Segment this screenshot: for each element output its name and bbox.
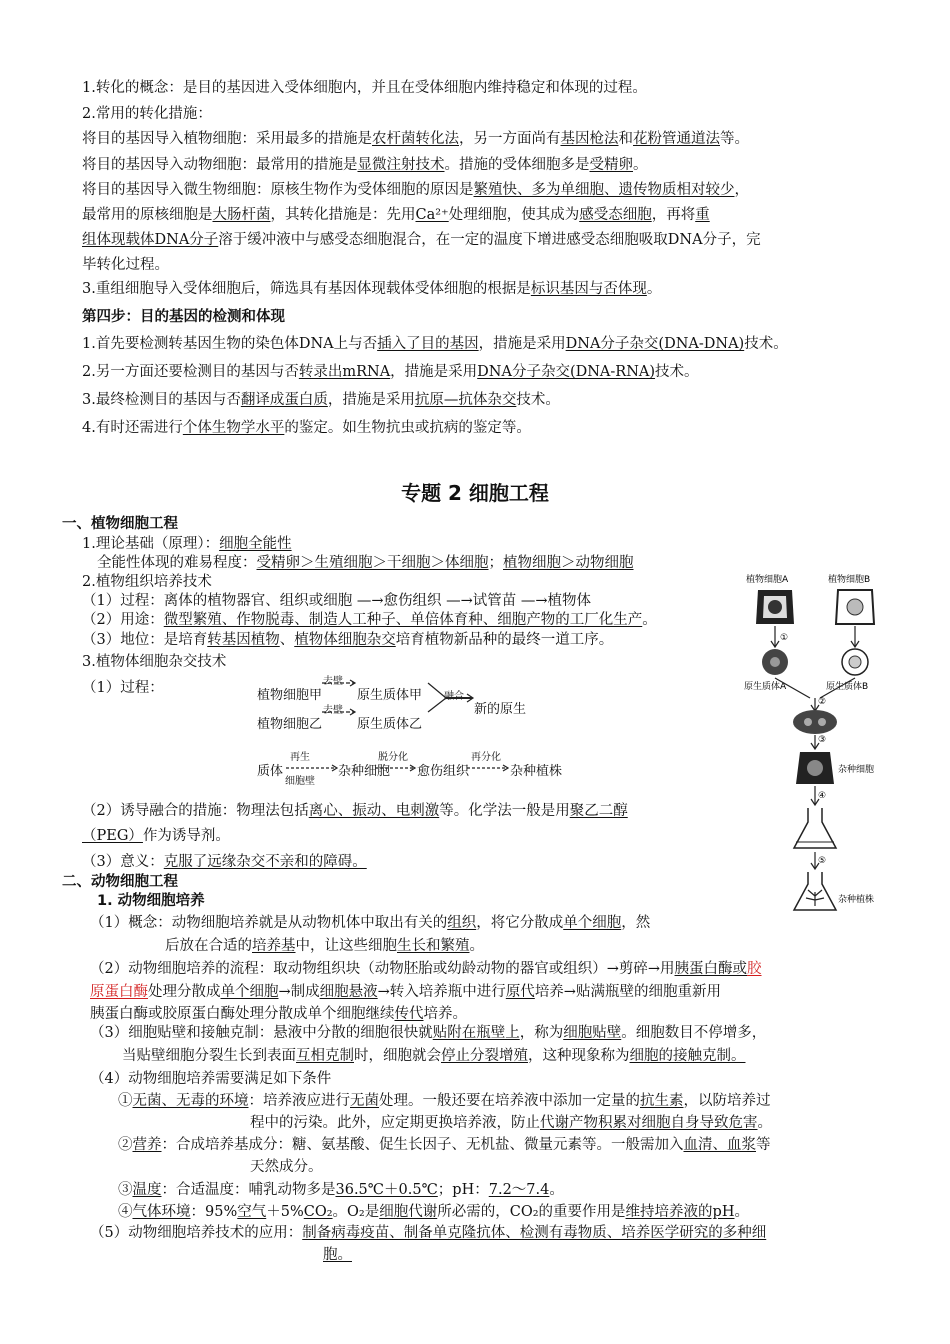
- flow-node: 原生质体乙: [357, 717, 423, 732]
- underlined-term: 停止分裂增殖: [441, 1048, 528, 1064]
- flow-node: 植物细胞乙: [257, 717, 323, 732]
- flask-plant-icon: [794, 872, 836, 910]
- underlined-term: 抗生素: [640, 1093, 684, 1109]
- underlined-term: 36.5℃＋0.5℃: [335, 1182, 438, 1198]
- underlined-term: 气体环境: [132, 1204, 191, 1220]
- cell-b-icon: [836, 590, 874, 624]
- flow-node: 愈伤组织: [417, 764, 470, 779]
- underlined-term: 转基因植物: [207, 632, 280, 648]
- underlined-term: CO₂: [303, 1204, 333, 1220]
- underlined-term: 贴附在瓶壁上: [432, 1025, 520, 1041]
- text-line: ①无菌、无毒的环境：培养液应进行无菌处理。一般还要在培养液中添加一定量的抗生素，以防培养过: [118, 1093, 771, 1109]
- fused-cell-icon: [793, 710, 837, 734]
- flow-label: 去壁: [323, 676, 343, 687]
- underlined-term: 组体现载体DNA分子: [82, 232, 219, 248]
- underlined-term: 大肠杆菌: [212, 207, 271, 223]
- underlined-term: 植物体细胞杂交: [294, 632, 396, 648]
- underlined-term: 受精卵: [589, 157, 633, 173]
- text-line: 1.首先要检测转基因生物的染色体DNA上与否插入了目的基因，措施是采用DNA分子杂交(DNA-DNA)技术。: [82, 336, 788, 352]
- underlined-term: 花粉管通道法: [633, 131, 720, 147]
- underlined-term: 胞。: [323, 1247, 352, 1263]
- underlined-term: 互相克制: [296, 1048, 354, 1064]
- text-line: 将目的基因导入动物细胞：最常用的措施是显微注射技术。措施的受体细胞多是受精卵。: [82, 157, 648, 173]
- text-line: 将目的基因导入植物细胞：采用最多的措施是农杆菌转化法，另一方面尚有基因枪法和花粉管通道法等。: [82, 131, 749, 147]
- text-line: 将目的基因导入微生物细胞：原核生物作为受体细胞的原因是繁殖快、多为单细胞、遗传物质相对较少，: [82, 182, 749, 198]
- flow-node: 质体: [257, 764, 284, 779]
- text-line: 2.植物组织培养技术: [82, 574, 212, 590]
- underlined-term: 胰蛋白酶或: [674, 961, 748, 977]
- underlined-term: 细胞贴壁: [563, 1025, 622, 1041]
- text-line: 4.有时还需进行个体生物学水平的鉴定。如生物抗虫或抗病的鉴定等。: [82, 420, 531, 436]
- underlined-term: 感受态细胞: [579, 207, 652, 223]
- text-line: 3.最终检测目的基因与否翻译成蛋白质，措施是采用抗原—抗体杂交技术。: [82, 392, 560, 408]
- underlined-term: 单个细胞: [220, 984, 279, 1000]
- underlined-term: 受精卵＞生殖细胞＞干细胞＞体细胞: [256, 555, 489, 571]
- underlined-term: 制备病毒疫苗、制备单克隆抗体、检测有毒物质、培养医学研究的多种细: [302, 1225, 767, 1241]
- highlighted-term: 胶: [747, 961, 762, 977]
- text-line: ③温度：合适温度：哺乳动物多是36.5℃＋0.5℃；pH：7.2～7.4。: [118, 1182, 564, 1198]
- section-heading: 二、动物细胞工程: [62, 874, 178, 890]
- underlined-term: 传代: [394, 1006, 424, 1022]
- step-number: ③: [818, 735, 827, 745]
- step-number: ④: [818, 791, 827, 801]
- text-line: （5）动物细胞培养技术的应用：制备病毒疫苗、制备单克隆抗体、检测有毒物质、培养医学研究的多种细: [90, 1225, 767, 1241]
- underlined-term: 农杆菌转化法: [372, 131, 459, 147]
- underlined-term: 细胞代谢: [379, 1204, 438, 1220]
- text-line: （4）动物细胞培养需要满足如下条件: [90, 1071, 332, 1087]
- highlighted-term: 原蛋白酶: [90, 984, 148, 1000]
- text-line: 最常用的原核细胞是大肠杆菌，其转化措施是：先用Ca²⁺处理细胞，使其成为感受态细胞，再将重: [82, 207, 710, 223]
- underlined-term: 基因枪法: [560, 131, 619, 147]
- text-line: （2）用途：微型繁殖、作物脱毒、制造人工种子、单倍体育种、细胞产物的工厂化生产。: [82, 612, 657, 628]
- text-line: （3）地位：是培育转基因植物、植物体细胞杂交培育植物新品种的最终一道工序。: [82, 632, 614, 648]
- underlined-term: 插入了目的基因: [377, 336, 479, 352]
- underlined-term: Ca²⁺: [415, 207, 449, 223]
- text-line: 胰蛋白酶或胶原蛋白酶处理分散成单个细胞继续传代培养。: [90, 1006, 467, 1022]
- underlined-term: 翻译成蛋白质: [240, 392, 328, 408]
- diagram-label: 杂种植株: [838, 895, 875, 905]
- flow-label: 融合: [444, 691, 464, 702]
- text-line: 当贴壁细胞分裂生长到表面互相克制时，细胞就会停止分裂增殖，这种现象称为细胞的接触克制。: [122, 1048, 746, 1064]
- text-line: 组体现载体DNA分子溶于缓冲液中与感受态细胞混合，在一定的温度下增进感受态细胞吸取DNA分子，完: [82, 232, 761, 248]
- underlined-term: 细胞悬液: [319, 984, 378, 1000]
- text-line: （2）动物细胞培养的流程：取动物组织块（动物胚胎或幼龄动物的器官或组织）→剪碎→用胰蛋白酶或胶: [90, 961, 762, 977]
- underlined-term: 转录出mRNA: [298, 364, 391, 380]
- underlined-term: （PEG）: [82, 828, 143, 844]
- page-title: 专题 2 细胞工程: [401, 481, 549, 505]
- flow-arrows: [250, 660, 540, 790]
- underlined-term: 无菌、无毒的环境: [132, 1093, 249, 1109]
- text-line: 2.常用的转化措施：: [82, 106, 212, 122]
- flow-label: 再生: [290, 752, 310, 763]
- section-heading: 一、植物细胞工程: [62, 516, 178, 532]
- underlined-term: 细胞全能性: [219, 536, 292, 552]
- text-line: 3.植物体细胞杂交技术: [82, 654, 227, 670]
- hybridization-diagram: [740, 570, 890, 920]
- text-line: （1）过程：离体的植物器官、组织或细胞 —→愈伤组织 —→试管苗 —→植物体: [82, 593, 591, 609]
- text-line: 程中的污染。此外，应定期更换培养液，防止代谢产物积累对细胞自身导致危害。: [250, 1115, 772, 1131]
- underlined-term: 微型繁殖、作物脱毒、制造人工种子、单倍体育种、细胞产物的工厂化生产: [163, 612, 643, 628]
- step-number: ⑤: [818, 856, 827, 866]
- flow-label: 去壁: [323, 705, 343, 716]
- step-number: ①: [780, 633, 789, 643]
- text-line: [323, 1245, 352, 1265]
- underlined-term: 显微注射技术: [357, 157, 445, 173]
- underlined-term: 组织: [447, 915, 477, 931]
- text-line: 2.另一方面还要检测目的基因与否转录出mRNA，措施是采用DNA分子杂交(DNA-RNA)技术。: [82, 364, 699, 380]
- flow-label: 脱分化: [378, 752, 408, 763]
- step-number: ②: [818, 697, 827, 707]
- underlined-term: 繁殖快、多为单细胞、遗传物质相对较少: [473, 182, 735, 198]
- text-line: 全能性体现的难易程度：受精卵＞生殖细胞＞干细胞＞体细胞；植物细胞＞动物细胞: [97, 555, 634, 571]
- diagram-label: 原生质体B: [826, 682, 869, 692]
- text-line: （1）过程：: [82, 680, 164, 696]
- text-line: ②营养：合成培养基成分：糖、氨基酸、促生长因子、无机盐、微量元素等。一般需加入血清、血浆等: [118, 1137, 771, 1153]
- flow-node: 原生质体甲: [357, 688, 423, 703]
- flask-icon: [794, 808, 836, 848]
- text-line: ④气体环境：95%空气＋5%CO₂。O₂是细胞代谢所必需的，CO₂的重要作用是维持培养液的pH。: [118, 1204, 749, 1220]
- flow-label: 细胞壁: [285, 776, 315, 787]
- subsection-heading: 1. 动物细胞培养: [97, 893, 205, 909]
- underlined-term: 单个细胞: [563, 915, 622, 931]
- underlined-term: 温度: [132, 1182, 162, 1198]
- underlined-term: DNA分子杂交(DNA-RNA): [477, 364, 656, 380]
- flow-node: 杂种细胞: [338, 764, 391, 779]
- underlined-term: 无菌: [350, 1093, 379, 1109]
- underlined-term: 维持培养液的pH: [625, 1204, 735, 1220]
- flow-label: 再分化: [471, 752, 501, 763]
- text-line: 原蛋白酶处理分散成单个细胞→制成细胞悬液→转入培养瓶中进行原代培养→贴满瓶壁的细胞重新用: [90, 984, 721, 1000]
- text-line: （3）意义：克服了远缘杂交不亲和的障碍。: [82, 854, 367, 870]
- text-line: 1.理论基础（原理）：细胞全能性: [82, 536, 292, 552]
- text-line: 天然成分。: [250, 1159, 323, 1175]
- underlined-term: 个体生物学水平: [182, 420, 285, 436]
- flow-node: 新的原生: [474, 702, 527, 717]
- underlined-term: 标识基因与否体现: [530, 281, 647, 297]
- text-line: （2）诱导融合的措施：物理法包括离心、振动、电刺激等。化学法一般是用聚乙二醇: [82, 803, 628, 819]
- underlined-term: 抗原—抗体杂交: [414, 392, 517, 408]
- underlined-term: 生长和繁殖: [397, 938, 470, 954]
- underlined-term: DNA分子杂交(DNA-DNA): [565, 336, 745, 352]
- underlined-term: 培养基: [252, 938, 296, 954]
- cell-a-icon: [756, 590, 794, 624]
- text-line: （PEG）作为诱导剂。: [82, 828, 230, 844]
- underlined-term: 血清、血浆: [683, 1137, 756, 1153]
- diagram-label: 植物细胞B: [828, 575, 871, 585]
- underlined-term: 植物细胞＞动物细胞: [503, 555, 634, 571]
- underlined-term: 克服了远缘杂交不亲和的障碍。: [163, 854, 367, 870]
- underlined-term: 重: [695, 207, 710, 223]
- section-heading: 第四步：目的基因的检测和体现: [82, 309, 285, 325]
- underlined-term: 原代: [505, 984, 535, 1000]
- diagram-label: 原生质体A: [744, 682, 787, 692]
- text-line: 毕转化过程。: [82, 257, 169, 273]
- flow-node: 植物细胞甲: [257, 688, 323, 703]
- flow-node: 杂种植株: [510, 764, 563, 779]
- underlined-term: 营养: [132, 1137, 162, 1153]
- underlined-term: 代谢产物积累对细胞自身导致危害: [540, 1115, 758, 1131]
- text-line: （1）概念：动物细胞培养就是从动物机体中取出有关的组织，将它分散成单个细胞，然: [90, 915, 651, 931]
- text-line: （3）细胞贴壁和接触克制：悬液中分散的细胞很快就贴附在瓶壁上，称为细胞贴壁。细胞数目不停增多，: [90, 1025, 767, 1041]
- underlined-term: 空气: [237, 1204, 267, 1220]
- text-line: 1.转化的概念：是目的基因进入受体细胞内，并且在受体细胞内维持稳定和体现的过程。: [82, 80, 647, 96]
- diagram-label: 杂种细胞: [838, 765, 875, 775]
- underlined-term: 7.2～7.4: [488, 1182, 550, 1198]
- underlined-term: 细胞的接触克制。: [629, 1048, 746, 1064]
- underlined-term: 聚乙二醇: [569, 803, 628, 819]
- text-line: 3.重组细胞导入受体细胞后，筛选具有基因体现载体受体细胞的根据是标识基因与否体现。: [82, 281, 662, 297]
- diagram-label: 植物细胞A: [746, 575, 789, 585]
- underlined-term: 离心、振动、电刺激: [308, 803, 440, 819]
- text-line: 后放在合适的培养基中，让这些细胞生长和繁殖。: [165, 938, 484, 954]
